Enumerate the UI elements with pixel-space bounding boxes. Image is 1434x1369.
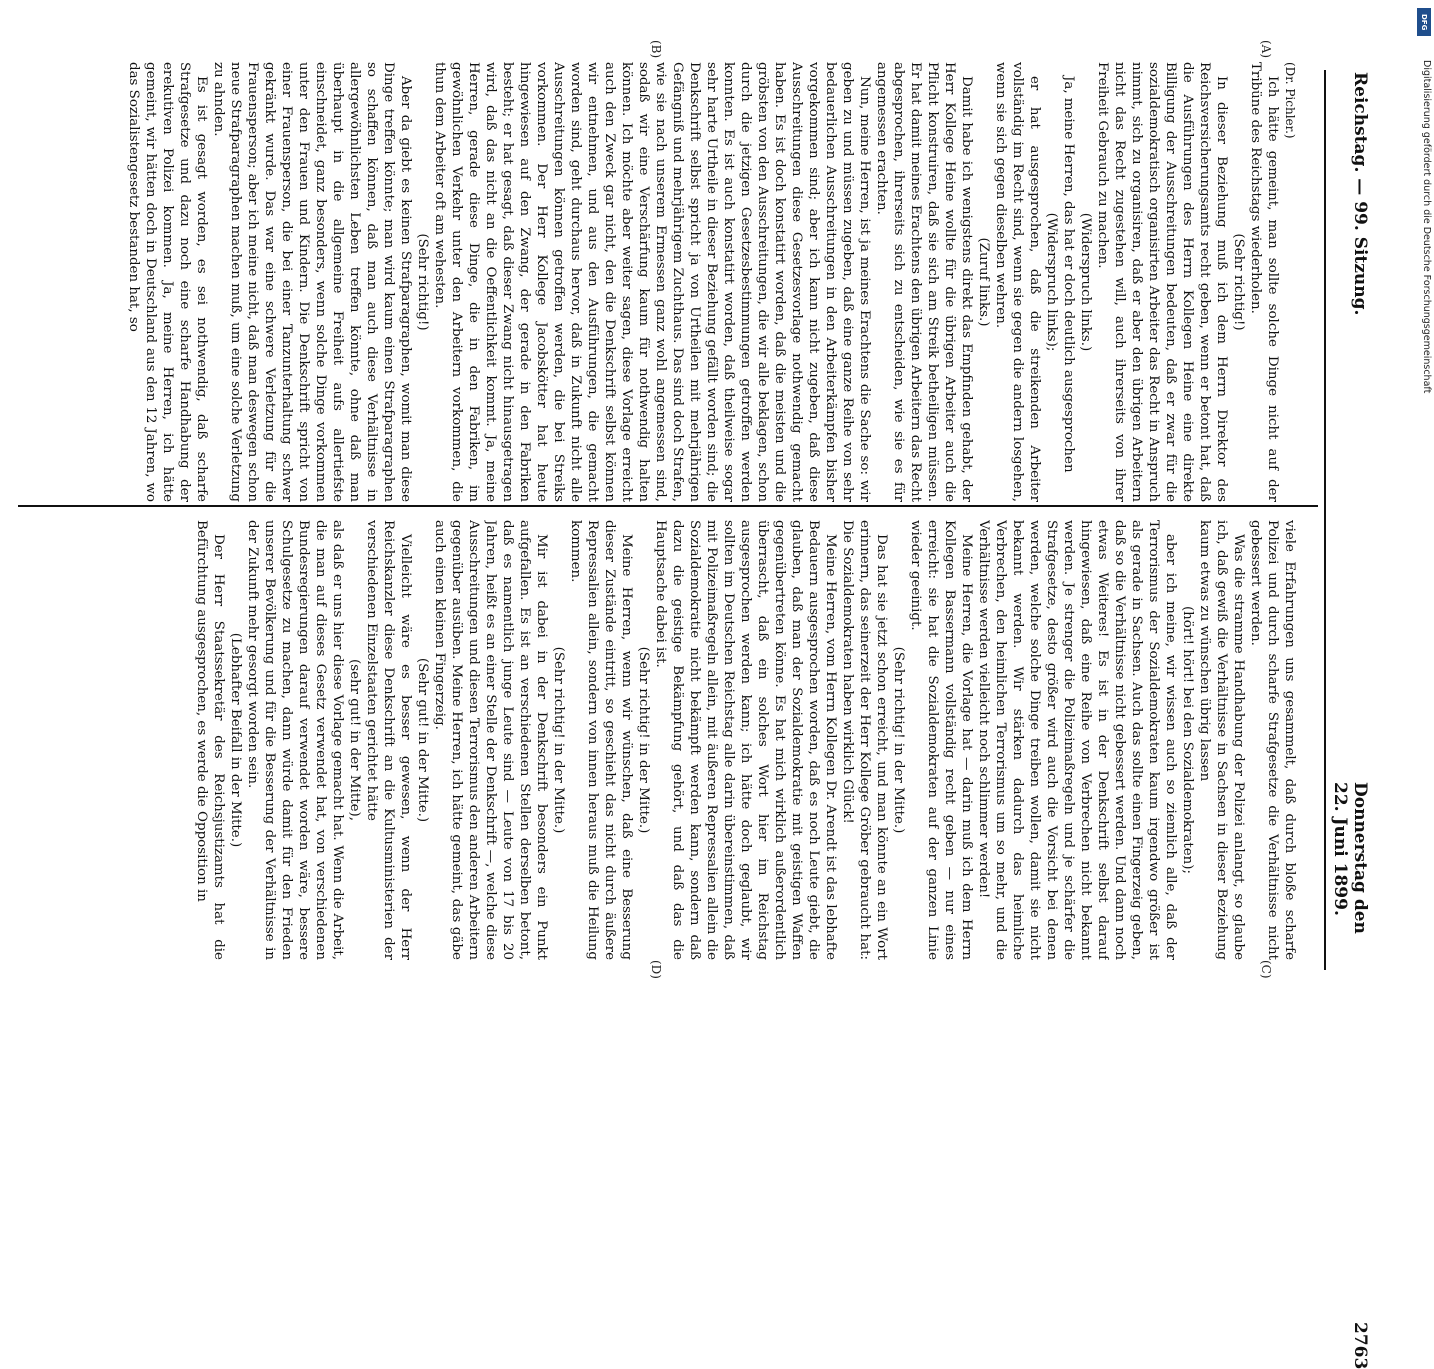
page-number: 2763 xyxy=(1350,1322,1370,1369)
margin-marker-c: (C) xyxy=(1259,960,1273,979)
paragraph: Es ist gesagt worden, es sei nothwendig, daß scharfe Strafgesetze und dazu noch eine scharfe Handhabung der erekutiven Polizei kommen. Ja, meine Herren, ich hätte gemeint, wir hätten doch in Deutschland aus den 12 Jahren, wo das Sozialistengesetz bestanden hat, so xyxy=(126,62,209,502)
session-date: Donnerstag den 22. Juni 1899. xyxy=(1330,782,1370,934)
paragraph: Was die stramme Handhabung der Polizei anlangt, so glaube ich, daß gewiß die Verhältnisse in Sachsen in dieser Beziehung kaum etwas zu wünschen übrig lassen xyxy=(1197,520,1246,960)
paragraph: Das hat sie jetzt schon erreicht, und man könnte an ein Wort erinnern, das seinerzeit der Herr Kollege Gröber gebraucht hat: Die Sozialdemokraten haben wirklich Glück! xyxy=(840,520,889,960)
interjection: (Widerspruch links); xyxy=(1044,212,1059,352)
header-rule xyxy=(1324,70,1326,970)
interjection: (Sehr richtig!) xyxy=(1231,233,1246,331)
paragraph: Meine Herren, wenn wir wünschen, daß eine Besserung dieser Zustände eintritt, so geschieht das nicht durch äußere Repressalien allein, sondern von innen heraus muß die Heilung kommen. xyxy=(568,520,634,960)
interjection: (Sehr richtig!) xyxy=(415,233,430,331)
dfg-logo: DFG xyxy=(1417,8,1431,36)
paragraph: aber ich meine, wir wissen auch so ziemlich alle, daß der Terrorismus der Sozialdemokraten kaum irgendwo größer ist als gerade in Sachsen. Auch das sollte einen Fingerzeig geben, daß so die Verhältnisse nicht gebessert werden. Und dann noch etwas Weiteres! Es ist in der Denkschrift selbst darauf hingewiesen, daß eine Reihe von Verbrechen nicht bekannt werden. Je strenger die Polizeimaßregeln und je schärfer die Strafgesetze, desto größer wird auch die Vorsicht bei denen werden, welche solche Dinge treiben wollen, damit sie nicht bekannt werden. Wir stärken dadurch das heimliche Verbrechen, den heimlichen Terrorismus um so mehr, und die Verhältnisse werden vielleicht noch schlimmer werden! xyxy=(976,520,1178,960)
paragraph: viele Erfahrungen uns gesammelt, daß durch bloße scharfe Polizei und durch scharfe Strafgesetze die Verhältnisse nicht gebessert werden. xyxy=(1248,520,1297,960)
paragraph: Meine Herren, die Vorlage hat — darin muß ich dem Herrn Kollegen Bassermann vollständig recht geben — nur eines erreicht: sie hat die Sozialdemokraten auf der ganzen Linie wieder geeinigt. xyxy=(908,520,974,960)
interjection: (hört! hört! bei den Sozialdemokraten); xyxy=(1180,605,1195,875)
interjection: (Sehr gut! in der Mitte.) xyxy=(415,657,430,823)
left-column xyxy=(18,62,1298,502)
right-column xyxy=(18,520,1298,960)
paragraph: Mir ist dabei in der Denkschrift besonders ein Punkt aufgefallen. Es ist an verschiedenen Stellen derselben betont, daß es namentlich junge Leute sind — Leute von 17 bis 20 Jahren, heißt es an einer Stelle der Denkschrift —, welche diese Ausschreitungen und diesen Terrorismus den anderen Arbeitern gegenüber ausüben. Meine Herren, ich hätte gemeint, das gäbe auch einen kleinen Fingerzeig. xyxy=(432,520,549,960)
paragraph: Ja, meine Herren, das hat er doch deutlich ausgesprochen xyxy=(1061,76,1076,473)
paragraph: In dieser Beziehung muß ich dem Herrn Direktor des Reichsversicherungsamts recht geben, wenn er betont hat, daß die Ausführungen des Herrn Kollegen Heine eine direkte Billigung der Ausschreitungen bedeuten, daß er zwar für die sozialdemokratisch organisirten Arbeiter das Recht in Anspruch nimmt, sich zu organisiren, daß er aber den übrigen Arbeitern nicht das Recht zugestehen will, auch ihrerseits von ihrer Freiheit Gebrauch zu machen. xyxy=(1095,62,1229,502)
interjection: (Widerspruch links.) xyxy=(1078,212,1093,352)
interjection: (sehr gut! in der Mitte), xyxy=(347,659,362,821)
document-page xyxy=(8,0,1388,1369)
paragraph: Aber da giebt es keinen Strafparagraphen, womit man diese Dinge treffen könnte; man wird kaum einen Strafparagraphen so schaffen können, daß man auch diese Verhältnisse in allergewöhnlichsten Leben treffen könnte, ohne daß man überhaupt in die allgemeine Freiheit aufs allertiefste einschneidet, ganz besonders, wenn solche Dinge vorkommen unter den Frauen und Kindern. Die Denkschrift spricht von einer Frauensperson, die bei einer Tanzunterhaltung schwer gekränkt wurde. Das war eine schwere Verletzung für die Frauensperson; aber ich meine nicht, daß man deswegen schon neue Strafparagraphen machen muß, um eine solche Verletzung zu ahnden. xyxy=(211,62,413,502)
paragraph: Ich hätte gemeint, man sollte solche Dinge nicht auf der Tribüne des Reichstags wiederholen. xyxy=(1248,62,1280,502)
paragraph: als daß er uns hier diese Vorlage gemacht hat. Wenn die Arbeit, die man auf dieses Gesetz verwendet hat, von verschiedenen Bundesregierungen darauf verwendet worden wäre, bessere Schulgesetze zu machen, dann würde damit für den Frieden unserer Bevölkerung und für die Besserung der Verhältnisse in der Zukunft mehr gesorgt worden sein. xyxy=(245,520,345,960)
margin-marker-a: (A) xyxy=(1259,40,1273,59)
paragraph: Der Herr Staatssekretär des Reichsjustizamts hat die Befürchtung ausgesprochen, es werde die Opposition in xyxy=(194,520,226,960)
paragraph: Damit habe ich wenigstens direkt das Empfinden gehabt, der Herr Kollege Heine wollte für die übrigen Arbeiter auch die Pflicht konstruiren, daß sie sich am Streik betheiligen müssen. Er hat damit meines Erachtens den übrigen Arbeitern das Recht abgesprochen, ihrerseits sich zu entscheiden, wie sie es für angemessen erachten. xyxy=(874,62,974,502)
digitization-sidebar xyxy=(1414,0,1434,1000)
interjection: (Zuruf links.) xyxy=(976,237,991,327)
interjection: (Sehr richtig! in der Mitte.) xyxy=(551,646,566,834)
paragraph: Meine Herren, vom Herrn Kollegen Dr. Arendt ist das lebhafte Bedauern ausgesprochen worden, daß es noch Leute giebt, die glauben, daß man der Sozialdemokratie mit geistigen Waffen gegenübertreten könne. Es hat mich wirklich außerordentlich überrascht, daß ein solches Wort hier im Reichstag ausgesprochen werden kann; ich hätte doch geglaubt, wir sollten im Deutschen Reichstag alle darin übereinstimmen, daß mit Polizeimaßregeln allein, mit äußeren Repressalien allein die Sozialdemokratie nicht bekämpft werden kann, sondern daß dazu die geistige Bekämpfung gehört, und daß das die Hauptsache dabei ist. xyxy=(653,520,838,960)
interjection: (Lebhafter Beifall in der Mitte.) xyxy=(228,632,243,848)
column-divider xyxy=(18,505,1318,507)
paragraph: er hat ausgesprochen, daß die streikenden Arbeiter vollständig im Recht sind, wenn sie gegen die andern losgehen, wenn sie sich gegen dieselben wehren. xyxy=(993,62,1042,502)
digitization-credit: Digitalisierung gefördert durch die Deutsche Forschungsgemeinschaft xyxy=(1421,60,1432,394)
interjection: (Sehr richtig! in der Mitte.) xyxy=(891,646,906,834)
margin-marker-d: (D) xyxy=(649,960,663,979)
paragraph: Nun, meine Herren, ist ja meines Erachtens die Sache so: wir geben zu und müssen zugeben, daß eine ganze Reihe von sehr bedauerlichen Ausschreitungen in den Arbeiterkämpfen bisher vorgekommen sind; aber ich kann nicht zugeben, daß diese Ausschreitungen diese Gesetzesvorlage nothwendig gemacht haben. Es ist doch konstatirt worden, daß die meisten und die gröbsten von den Ausschreitungen, die wir alle beklagen, schon durch die jetzigen Gesetzesbestimmungen getroffen werden konnten. Es ist auch konstatirt worden, daß theilweise sogar sehr harte Urtheile in dieser Beziehung gefällt worden sind; die Denkschrift selbst spricht ja von Urtheilen mit mehrjährigen Gefängniß und mehrjährigem Zuchthaus. Das sind doch Strafen, wie sie nach unserem Ermessen ganz wohl angemessen sind, sodaß wir eine Verschärfung kaum für nothwendig halten können. Ich möchte aber weiter sagen, diese Vorlage erreicht auch den Zweck gar nicht, den die Denkschrift selbst können wir entnehmen, und aus den Ausführungen, die gemacht worden sind, geht durchaus hervor, daß in Zukunft nicht alle Ausschreitungen können getroffen werden, die bei Streiks vorkommen. Der Herr Kollege Jacobskötter hat heute hingewiesen auf den Zwang, der gerade in den Fabriken besteht; er hat gesagt, daß dieser Zwang nicht hinausgetragen wird, daß das nicht an die Oeffentlichkeit kommt. Ja, meine Herren, gerade diese Dinge, die in den Fabriken, im gewöhnlichen Verkehr unter den Arbeitern vorkommen, die thun dem Arbeiter oft am wehesten. xyxy=(432,62,872,502)
paragraph: Vielleicht wäre es besser gewesen, wenn der Herr Reichskanzler diese Denkschrift an die Kultusministerien der verschiedenen Einzelstaaten gerichtet hätte xyxy=(364,520,413,960)
margin-marker-b: (B) xyxy=(649,40,663,59)
page-header xyxy=(1330,62,1388,1369)
speaker-label: (Dr. Pichler.) xyxy=(1283,62,1297,139)
running-title: Reichstag. — 99. Sitzung. xyxy=(1350,72,1370,316)
interjection: (Sehr richtig! in der Mitte.) xyxy=(636,646,651,834)
